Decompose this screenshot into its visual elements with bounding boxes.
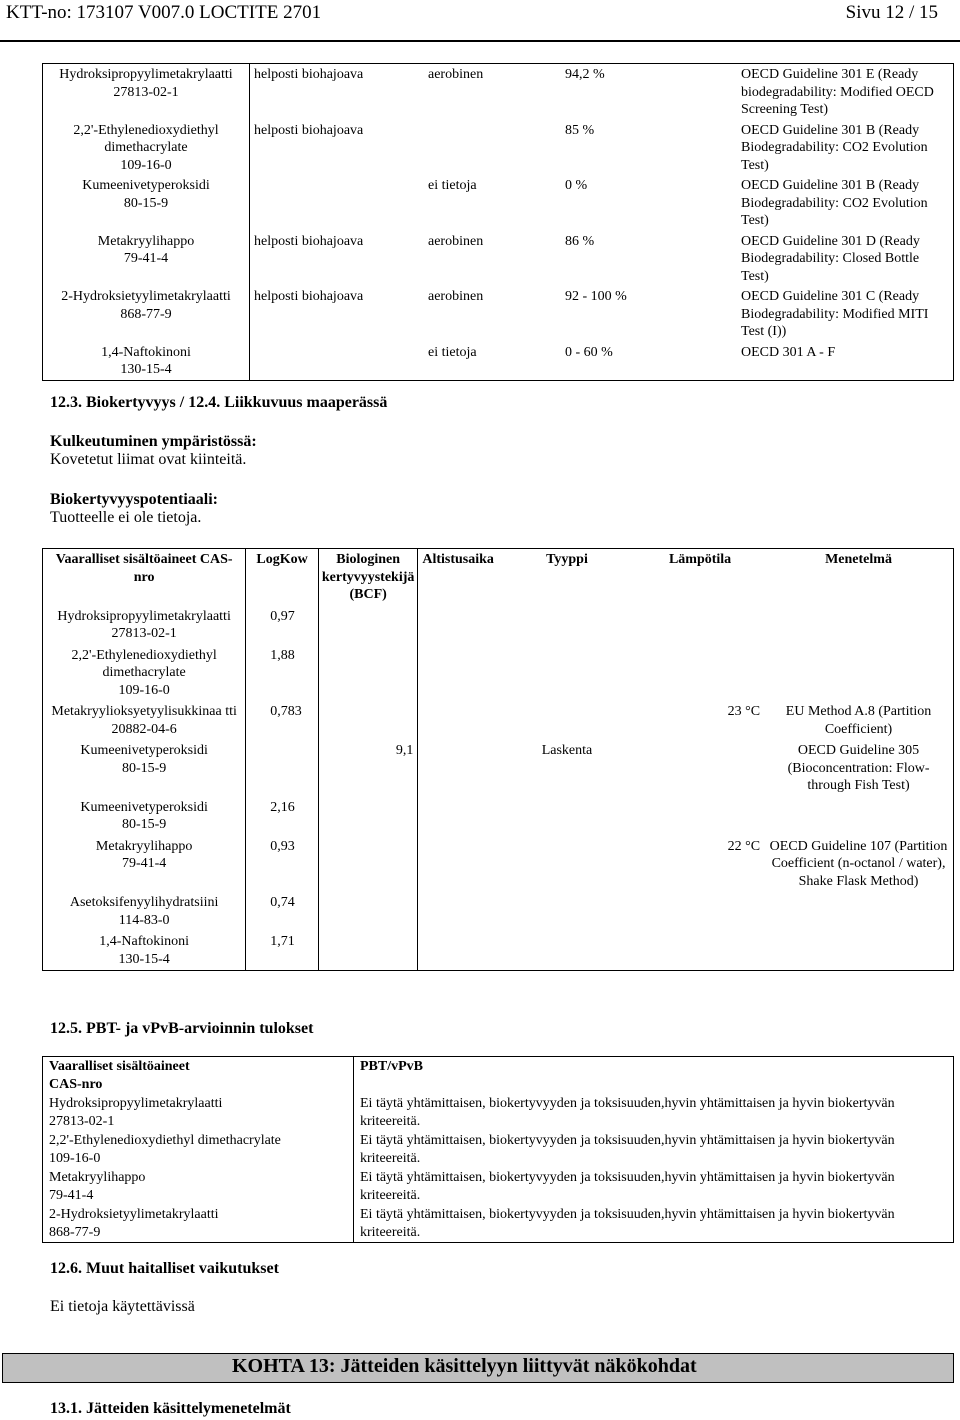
type-value	[498, 892, 636, 931]
cas-number: 79-41-4	[121, 856, 167, 871]
cas-number: 109-16-0	[120, 157, 172, 173]
substance-cell	[43, 1131, 354, 1168]
type-value	[498, 701, 636, 740]
substance-cell	[43, 1094, 354, 1131]
header-logkow: LogKow	[256, 552, 308, 567]
degradation-value: 85 %	[565, 122, 595, 138]
exposure-value	[418, 931, 498, 971]
bioaccumulation-potential-label: Biokertyvyyspotentiaali:	[50, 491, 218, 508]
bcf-value	[318, 836, 418, 893]
bioaccumulation-row	[43, 892, 954, 931]
degradation-row	[43, 342, 954, 381]
substance-name: Kumeenivetyperoksidi	[82, 178, 210, 193]
substance-name: 2-Hydroksietyylimetakrylaatti	[49, 1207, 219, 1222]
cas-number: 27813-02-1	[111, 626, 177, 641]
cas-number: 130-15-4	[120, 362, 172, 377]
section-12-6-heading: 12.6. Muut haitalliset vaikutukset	[50, 1260, 279, 1277]
degradation-result: helposti biohajoava	[254, 67, 364, 82]
bioaccumulation-row	[43, 645, 954, 702]
substance-name: Hydroksipropyylimetakrylaatti	[59, 67, 233, 82]
substance-name: 2-Hydroksietyylimetakrylaatti	[61, 289, 231, 304]
section-12-6-text: Ei tietoja käytettävissä	[50, 1298, 195, 1315]
pbt-header-row	[43, 1057, 954, 1095]
cas-number: 80-15-9	[121, 760, 167, 776]
degradation-method: OECD 301 A - F	[741, 344, 836, 360]
degradation-method: OECD Guideline 301 B (Ready Biodegradability: CO2 Evolution Test)	[741, 178, 928, 228]
substance-name: 1,4-Naftokinoni	[101, 344, 191, 360]
method-value: EU Method A.8 (Partition Coefficient)	[785, 704, 932, 737]
type-value	[498, 606, 636, 645]
bioaccumulation-row	[43, 606, 954, 645]
pbt-result: Ei täytä yhtämittaisen, biokertyvyyden ja toksisuuden,hyvin yhtämittaisen ja hyvin biokertyvän kriteereitä.	[360, 1207, 895, 1240]
degradation-result: helposti biohajoava	[254, 122, 364, 138]
type-value	[498, 797, 636, 836]
pbt-row	[43, 1205, 954, 1243]
temperature-value	[636, 606, 764, 645]
degradation-type: aerobinen	[428, 233, 484, 249]
cas-number: 27813-02-1	[113, 84, 179, 100]
pbt-result: Ei täytä yhtämittaisen, biokertyvyyden ja toksisuuden,hyvin yhtämittaisen ja hyvin biokertyvän kriteereitä.	[360, 1096, 895, 1129]
substance-name: Metakryylioksyetyylisukkinaa tti	[51, 704, 237, 719]
type-value	[498, 836, 636, 893]
section-12-5-heading: 12.5. PBT- ja vPvB-arvioinnin tulokset	[50, 1020, 314, 1037]
degradation-result	[250, 175, 425, 231]
degradation-value: 92 - 100 %	[565, 289, 627, 304]
substance-cell	[43, 286, 250, 342]
header-divider	[0, 40, 960, 42]
page-number: Sivu 12 / 15	[845, 2, 938, 23]
degradation-method: OECD Guideline 301 C (Ready Biodegradability: Modified MITI Test (I))	[741, 289, 929, 339]
degradation-value: 86 %	[565, 233, 595, 249]
degradation-method: OECD Guideline 301 D (Ready Biodegradability: Closed Bottle Test)	[741, 233, 920, 284]
substance-cell	[43, 606, 246, 645]
bioaccumulation-row	[43, 931, 954, 971]
pbt-result: Ei täytä yhtämittaisen, biokertyvyyden ja toksisuuden,hyvin yhtämittaisen ja hyvin biokertyvän kriteereitä.	[360, 1133, 895, 1166]
method-value	[764, 645, 953, 702]
substance-cell	[43, 120, 250, 176]
exposure-value	[418, 740, 498, 797]
degradation-row	[43, 175, 954, 231]
cas-number: 79-41-4	[123, 251, 169, 266]
cas-number: 80-15-9	[123, 195, 169, 211]
substance-name: 2,2'-Ethylenedioxydiethyl dimethacrylate	[73, 122, 219, 155]
temperature-value	[636, 892, 764, 931]
method-value	[764, 797, 953, 836]
substance-name: Metakryylihappo	[49, 1170, 146, 1185]
cas-number: 109-16-0	[118, 682, 170, 698]
header-exposure: Altistusaika	[422, 552, 494, 567]
exposure-value	[418, 836, 498, 893]
substance-name: 1,4-Naftokinoni	[99, 934, 190, 949]
bcf-value	[318, 797, 418, 836]
header-type: Tyyppi	[546, 552, 588, 567]
substance-cell	[43, 342, 250, 381]
exposure-value	[418, 701, 498, 740]
method-value	[764, 892, 953, 931]
pbt-row	[43, 1094, 954, 1131]
logkow-value: 0,93	[270, 838, 295, 854]
substance-cell	[43, 740, 246, 797]
degradation-row	[43, 286, 954, 342]
bioaccumulation-potential-text: Tuotteelle ei ole tietoja.	[50, 509, 202, 526]
cas-number: 114-83-0	[118, 912, 170, 928]
type-value	[498, 645, 636, 702]
substance-cell	[43, 64, 250, 120]
mobility-text: Kovetetut liimat ovat kiinteitä.	[50, 451, 247, 468]
pbt-row	[43, 1168, 954, 1205]
substance-cell	[43, 931, 246, 971]
logkow-value: 0,97	[270, 608, 295, 624]
substance-name: Metakryylihappo	[95, 838, 193, 854]
pbt-header-result: PBT/vPvB	[360, 1059, 424, 1074]
type-value	[498, 931, 636, 971]
degradation-row	[43, 120, 954, 176]
substance-name: Hydroksipropyylimetakrylaatti	[49, 1096, 223, 1111]
substance-cell	[43, 701, 246, 740]
pbt-header-cas: CAS-nro	[49, 1076, 103, 1092]
cas-number: 79-41-4	[49, 1187, 94, 1203]
cas-number: 80-15-9	[121, 817, 167, 832]
exposure-value	[418, 892, 498, 931]
document-id: KTT-no: 173107 V007.0 LOCTITE 2701	[6, 2, 322, 23]
header-substance: Vaaralliset sisältöaineet CAS-nro	[43, 549, 246, 606]
degradation-type	[424, 120, 561, 176]
page-header	[0, 0, 960, 30]
degradation-table	[42, 63, 954, 381]
method-value	[764, 931, 953, 971]
section-13-title: KOHTA 13: Jätteiden käsittelyyn liittyvät näkökohdat	[232, 1355, 697, 1377]
substance-name: Kumeenivetyperoksidi	[80, 743, 208, 758]
cas-number: 27813-02-1	[49, 1113, 115, 1129]
logkow-value: 2,16	[270, 799, 295, 815]
bcf-value	[318, 892, 418, 931]
temperature-value: 22 °C	[727, 838, 761, 854]
method-value: OECD Guideline 107 (Partition Coefficient (n-octanol / water), Shake Flask Method)	[769, 838, 948, 889]
type-value: Laskenta	[541, 743, 593, 758]
temperature-value	[636, 797, 764, 836]
substance-cell	[43, 231, 250, 287]
substance-cell	[43, 1205, 354, 1243]
degradation-row	[43, 231, 954, 287]
degradation-result: helposti biohajoava	[254, 233, 364, 249]
degradation-method: OECD Guideline 301 B (Ready Biodegradability: CO2 Evolution Test)	[741, 122, 928, 173]
bioaccumulation-row	[43, 740, 954, 797]
degradation-result: helposti biohajoava	[254, 289, 364, 304]
pbt-result: Ei täytä yhtämittaisen, biokertyvyyden ja toksisuuden,hyvin yhtämittaisen ja hyvin biokertyvän kriteereitä.	[360, 1170, 895, 1203]
substance-name: Asetoksifenyylihydratsiini	[69, 895, 219, 910]
pbt-table	[42, 1056, 954, 1243]
substance-cell	[43, 797, 246, 836]
degradation-type: aerobinen	[428, 67, 484, 82]
mobility-label: Kulkeutuminen ympäristössä:	[50, 433, 257, 450]
bioaccumulation-row	[43, 701, 954, 740]
bcf-value	[318, 931, 418, 971]
bcf-value	[318, 606, 418, 645]
temperature-value	[636, 645, 764, 702]
substance-cell	[43, 645, 246, 702]
method-value: OECD Guideline 305 (Bioconcentration: Flow-through Fish Test)	[787, 743, 930, 793]
substance-name: Kumeenivetyperoksidi	[80, 799, 208, 815]
bcf-value: 9,1	[318, 740, 418, 797]
exposure-value	[418, 645, 498, 702]
cas-number: 109-16-0	[49, 1150, 101, 1166]
bcf-value	[318, 645, 418, 702]
logkow-value: 1,71	[270, 934, 295, 949]
temperature-value	[636, 931, 764, 971]
header-method: Menetelmä	[825, 552, 892, 567]
degradation-result	[250, 342, 425, 381]
degradation-value: 0 %	[565, 178, 588, 193]
substance-cell	[43, 1168, 354, 1205]
substance-cell	[43, 892, 246, 931]
bioaccumulation-row	[43, 797, 954, 836]
cas-number: 868-77-9	[49, 1224, 101, 1240]
substance-name: Hydroksipropyylimetakrylaatti	[57, 608, 231, 624]
temperature-value: 23 °C	[727, 704, 761, 719]
header-bcf: Biologinen kertyvyystekijä (BCF)	[318, 549, 418, 606]
temperature-value	[636, 740, 764, 797]
cas-number: 868-77-9	[120, 306, 172, 322]
pbt-row	[43, 1131, 954, 1168]
bioaccumulation-row	[43, 836, 954, 893]
degradation-type: ei tietoja	[428, 178, 477, 193]
bcf-value	[318, 701, 418, 740]
method-value	[764, 606, 953, 645]
cas-number: 130-15-4	[118, 951, 170, 967]
substance-name: 2,2'-Ethylenedioxydiethyl dimethacrylate	[49, 1133, 281, 1148]
logkow-value: 1,88	[270, 647, 295, 663]
substance-name: Metakryylihappo	[97, 233, 195, 249]
logkow-value: 0,783	[270, 704, 302, 719]
degradation-value: 94,2 %	[565, 67, 605, 82]
degradation-value: 0 - 60 %	[565, 344, 613, 360]
degradation-row	[43, 64, 954, 120]
degradation-method: OECD Guideline 301 E (Ready biodegradability: Modified OECD Screening Test)	[741, 67, 934, 117]
bioaccumulation-table	[42, 548, 954, 971]
section-12-3-heading: 12.3. Biokertyvyys / 12.4. Liikkuvuus maaperässä	[50, 394, 388, 411]
exposure-value	[418, 606, 498, 645]
header-temperature: Lämpötila	[668, 552, 732, 567]
logkow-value: 0,74	[270, 895, 295, 910]
pbt-header-substance: Vaaralliset sisältöaineet	[49, 1059, 190, 1074]
exposure-value	[418, 797, 498, 836]
degradation-type: ei tietoja	[428, 344, 477, 360]
substance-cell	[43, 175, 250, 231]
degradation-type: aerobinen	[428, 289, 484, 304]
substance-cell	[43, 836, 246, 893]
logkow-value	[246, 740, 319, 797]
substance-name: 2,2'-Ethylenedioxydiethyl dimethacrylate	[71, 647, 217, 680]
section-13-1-heading: 13.1. Jätteiden käsittelymenetelmät	[50, 1400, 291, 1417]
cas-number: 20882-04-6	[111, 721, 177, 737]
